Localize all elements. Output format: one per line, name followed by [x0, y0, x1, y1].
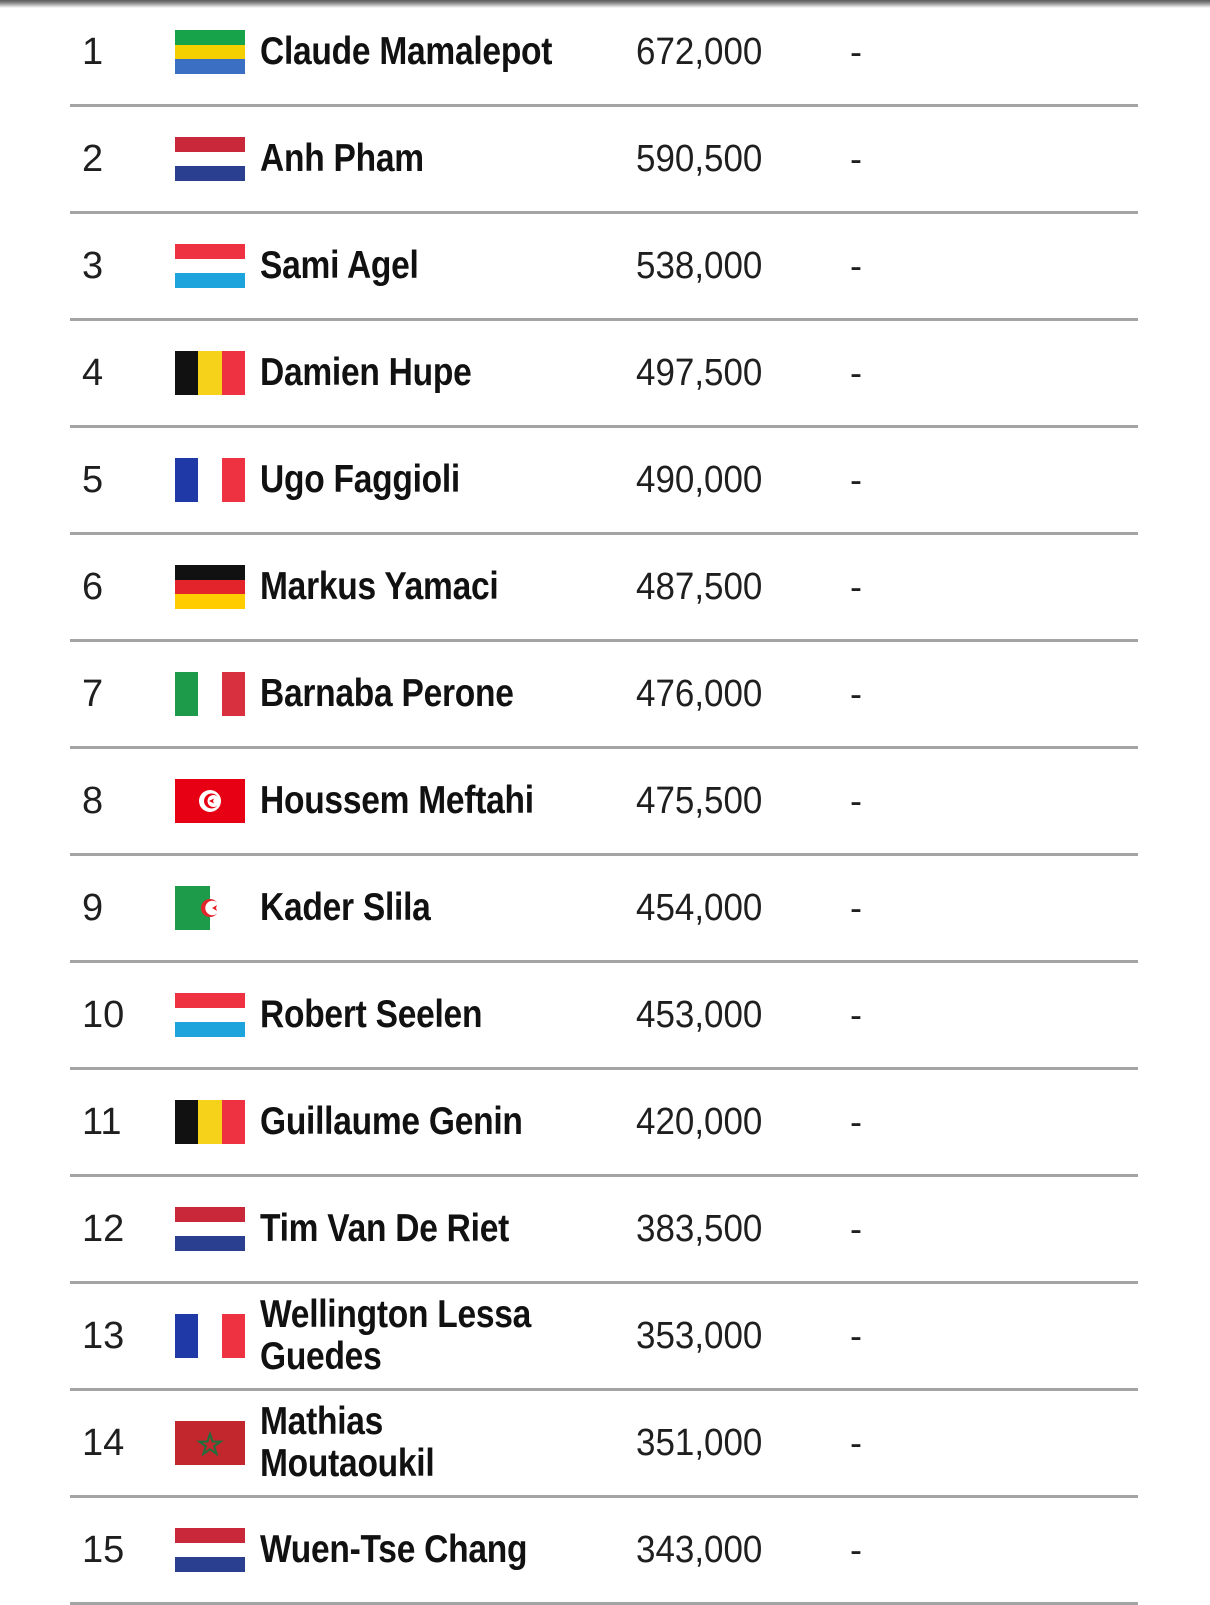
gabon-flag-icon — [175, 30, 245, 74]
table-row[interactable] — [70, 1498, 1138, 1605]
rank-number: 11 — [82, 1101, 122, 1143]
rank-number: 9 — [82, 887, 104, 929]
player-points: 476,000 — [636, 673, 763, 715]
rank-change: - — [850, 887, 862, 928]
player-name[interactable]: Markus Yamaci — [260, 565, 499, 608]
player-points: 353,000 — [636, 1315, 763, 1357]
table-row[interactable] — [70, 642, 1138, 749]
table-row[interactable] — [70, 1284, 1138, 1391]
player-name[interactable]: Barnaba Perone — [260, 672, 514, 715]
player-name[interactable]: Houssem Meftahi — [260, 779, 534, 822]
rank-change: - — [850, 673, 862, 714]
rank-number: 4 — [82, 352, 104, 394]
player-points: 383,500 — [636, 1208, 763, 1250]
rank-change: - — [850, 1422, 862, 1463]
table-row[interactable] — [70, 749, 1138, 856]
rank-number: 3 — [82, 245, 104, 287]
rank-change: - — [850, 138, 862, 179]
table-row[interactable] — [70, 1177, 1138, 1284]
rank-change: - — [850, 352, 862, 393]
rank-change: - — [850, 1529, 862, 1570]
player-points: 490,000 — [636, 459, 763, 501]
rank-number: 10 — [82, 994, 125, 1036]
rank-change: - — [850, 1315, 862, 1356]
netherlands-flag-icon — [175, 1207, 245, 1251]
rank-change: - — [850, 566, 862, 607]
player-points: 497,500 — [636, 352, 763, 394]
player-points: 475,500 — [636, 780, 763, 822]
rank-change: - — [850, 245, 862, 286]
rank-number: 13 — [82, 1315, 125, 1357]
player-name[interactable]: Claude Mamalepot — [260, 30, 553, 73]
rank-number: 5 — [82, 459, 104, 501]
netherlands-flag-icon — [175, 1528, 245, 1572]
luxembourg-flag-icon — [175, 993, 245, 1037]
rank-change: - — [850, 994, 862, 1035]
luxembourg-flag-icon — [175, 244, 245, 288]
player-name[interactable]: Wellington Lessa Guedes — [260, 1293, 532, 1378]
algeria-flag-icon — [175, 886, 245, 930]
netherlands-flag-icon — [175, 137, 245, 181]
player-points: 454,000 — [636, 887, 763, 929]
rank-number: 15 — [82, 1529, 125, 1571]
player-points: 538,000 — [636, 245, 763, 287]
table-row[interactable] — [70, 1070, 1138, 1177]
table-row[interactable] — [70, 856, 1138, 963]
player-name[interactable]: Sami Agel — [260, 244, 419, 287]
rank-number: 7 — [82, 673, 104, 715]
player-points: 487,500 — [636, 566, 763, 608]
rank-change: - — [850, 1101, 862, 1142]
rank-number: 12 — [82, 1208, 125, 1250]
table-row[interactable] — [70, 107, 1138, 214]
france-flag-icon — [175, 458, 245, 502]
table-row[interactable] — [70, 963, 1138, 1070]
player-points: 351,000 — [636, 1422, 763, 1464]
player-name[interactable]: Kader Slila — [260, 886, 431, 929]
rankings-table — [70, 0, 1138, 1605]
france-flag-icon — [175, 1314, 245, 1358]
table-row[interactable] — [70, 321, 1138, 428]
rank-change: - — [850, 31, 862, 72]
rank-change: - — [850, 459, 862, 500]
player-name[interactable]: Wuen-Tse Chang — [260, 1528, 528, 1571]
player-name[interactable]: Robert Seelen — [260, 993, 483, 1036]
germany-flag-icon — [175, 565, 245, 609]
player-points: 420,000 — [636, 1101, 763, 1143]
rank-number: 8 — [82, 780, 104, 822]
player-name[interactable]: Mathias Moutaoukil — [260, 1400, 435, 1485]
player-name[interactable]: Ugo Faggioli — [260, 458, 460, 501]
table-row[interactable] — [70, 214, 1138, 321]
player-points: 343,000 — [636, 1529, 763, 1571]
player-points: 453,000 — [636, 994, 763, 1036]
rank-number: 2 — [82, 138, 104, 180]
italy-flag-icon — [175, 672, 245, 716]
player-name[interactable]: Guillaume Genin — [260, 1100, 523, 1143]
table-row[interactable] — [70, 428, 1138, 535]
player-name[interactable]: Damien Hupe — [260, 351, 472, 394]
table-row[interactable] — [70, 0, 1138, 107]
rank-number: 6 — [82, 566, 104, 608]
morocco-flag-icon — [175, 1421, 245, 1465]
table-row[interactable] — [70, 1391, 1138, 1498]
rank-change: - — [850, 1208, 862, 1249]
rank-change: - — [850, 780, 862, 821]
table-row[interactable] — [70, 535, 1138, 642]
rank-number: 1 — [82, 31, 104, 73]
tunisia-flag-icon — [175, 779, 245, 823]
player-name[interactable]: Tim Van De Riet — [260, 1207, 510, 1250]
belgium-flag-icon — [175, 351, 245, 395]
player-points: 672,000 — [636, 31, 763, 73]
rank-number: 14 — [82, 1422, 125, 1464]
belgium-flag-icon — [175, 1100, 245, 1144]
player-points: 590,500 — [636, 138, 763, 180]
player-name[interactable]: Anh Pham — [260, 137, 424, 180]
